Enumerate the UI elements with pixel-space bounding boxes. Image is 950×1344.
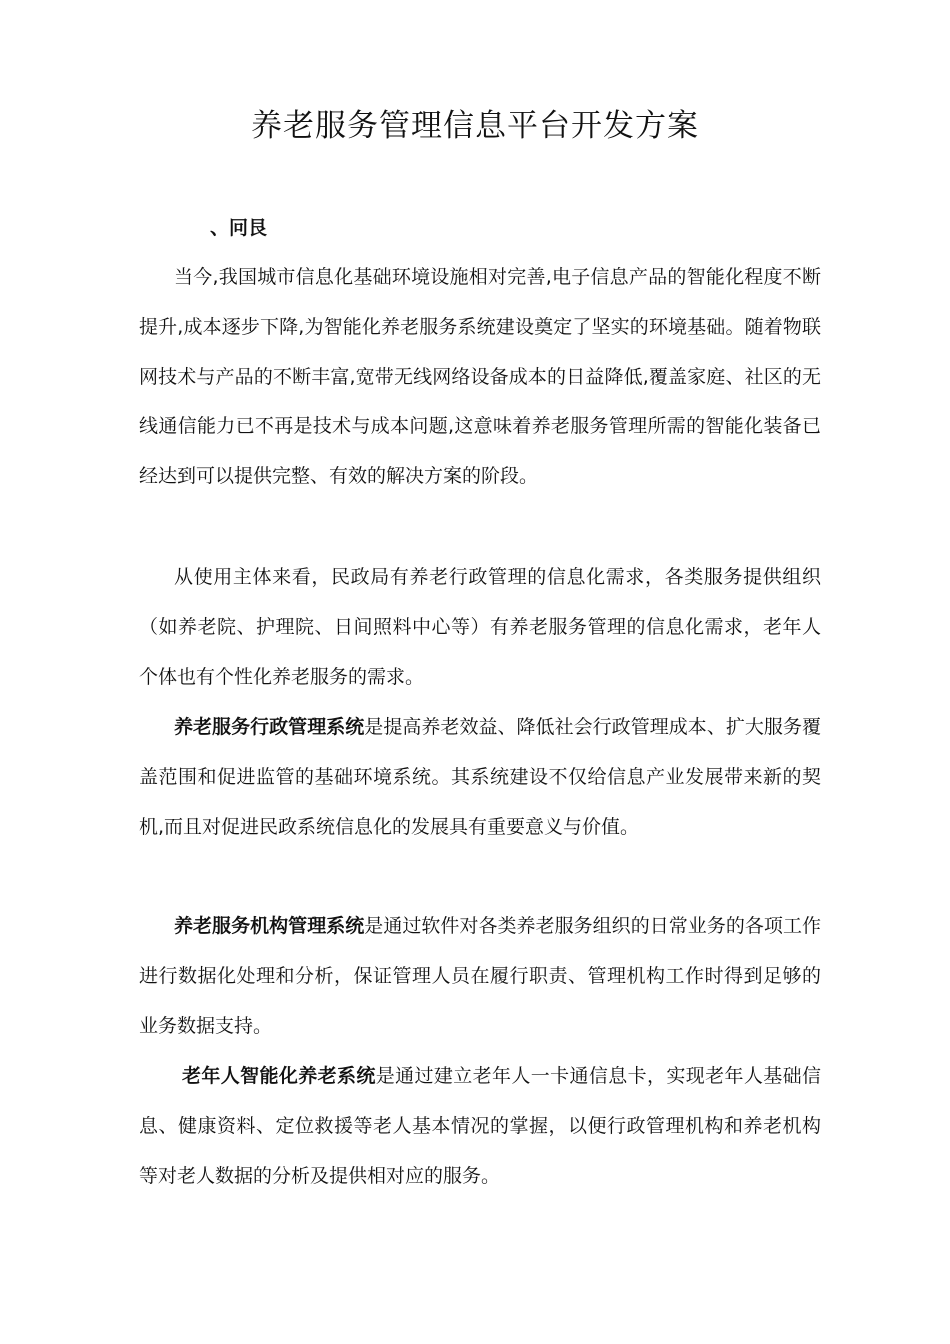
paragraph-institution-system	[139, 902, 821, 1051]
document-title: 养老服务管理信息平台开发方案	[251, 108, 699, 144]
paragraph-users	[139, 553, 821, 702]
paragraph-lead: 养老服务行政管理系统	[174, 716, 365, 738]
paragraph-text: 是通过软件对各类养老服务组织的日常业务的各项工作进行数据化处理和分析，保证管理人员在履行职责、管理机构工作时得到足够的业务数据支持。	[139, 915, 821, 1037]
paragraph-text: 当今,我国城市信息化基础环境设施相对完善,电子信息产品的智能化程度不断提升,成本逐步下降,为智能化养老服务系统建设奠定了坚实的环境基础。随着物联网技术与产品的不断丰富,宽带无线网络设备成本的日益降低,覆盖家庭、社区的无线通信能力已不再是技术与成本问题,这意味着养老服务管理所需的智能化装备已经达到可以提供完整、有效的解决方案的阶段。	[139, 266, 821, 488]
paragraph-lead: 养老服务机构管理系统	[174, 915, 365, 937]
paragraph-lead: 老年人智能化养老系统	[182, 1065, 376, 1087]
paragraph-text: 是提高养老效益、降低社会行政管理成本、扩大服务覆盖范围和促进监管的基础环境系统。其系统建设不仅给信息产业发展带来新的契机,而且对促进民政系统信息化的发展具有重要意义与价值。	[139, 716, 821, 838]
paragraph-text: 从使用主体来看，民政局有养老行政管理的信息化需求，各类服务提供组织（如养老院、护理院、日间照料中心等）有养老服务管理的信息化需求，老年人个体也有个性化养老服务的需求。	[139, 566, 821, 688]
paragraph-text: 是通过建立老年人一卡通信息卡，实现老年人基础信息、健康资料、定位救援等老人基本情况的掌握，以便行政管理机构和养老机构等对老人数据的分析及提供相对应的服务。	[139, 1065, 821, 1187]
paragraph-elderly-system	[139, 1052, 821, 1201]
paragraph-admin-system	[139, 703, 821, 852]
section-heading: 、冋艮	[210, 217, 268, 239]
paragraph-background	[139, 253, 821, 502]
